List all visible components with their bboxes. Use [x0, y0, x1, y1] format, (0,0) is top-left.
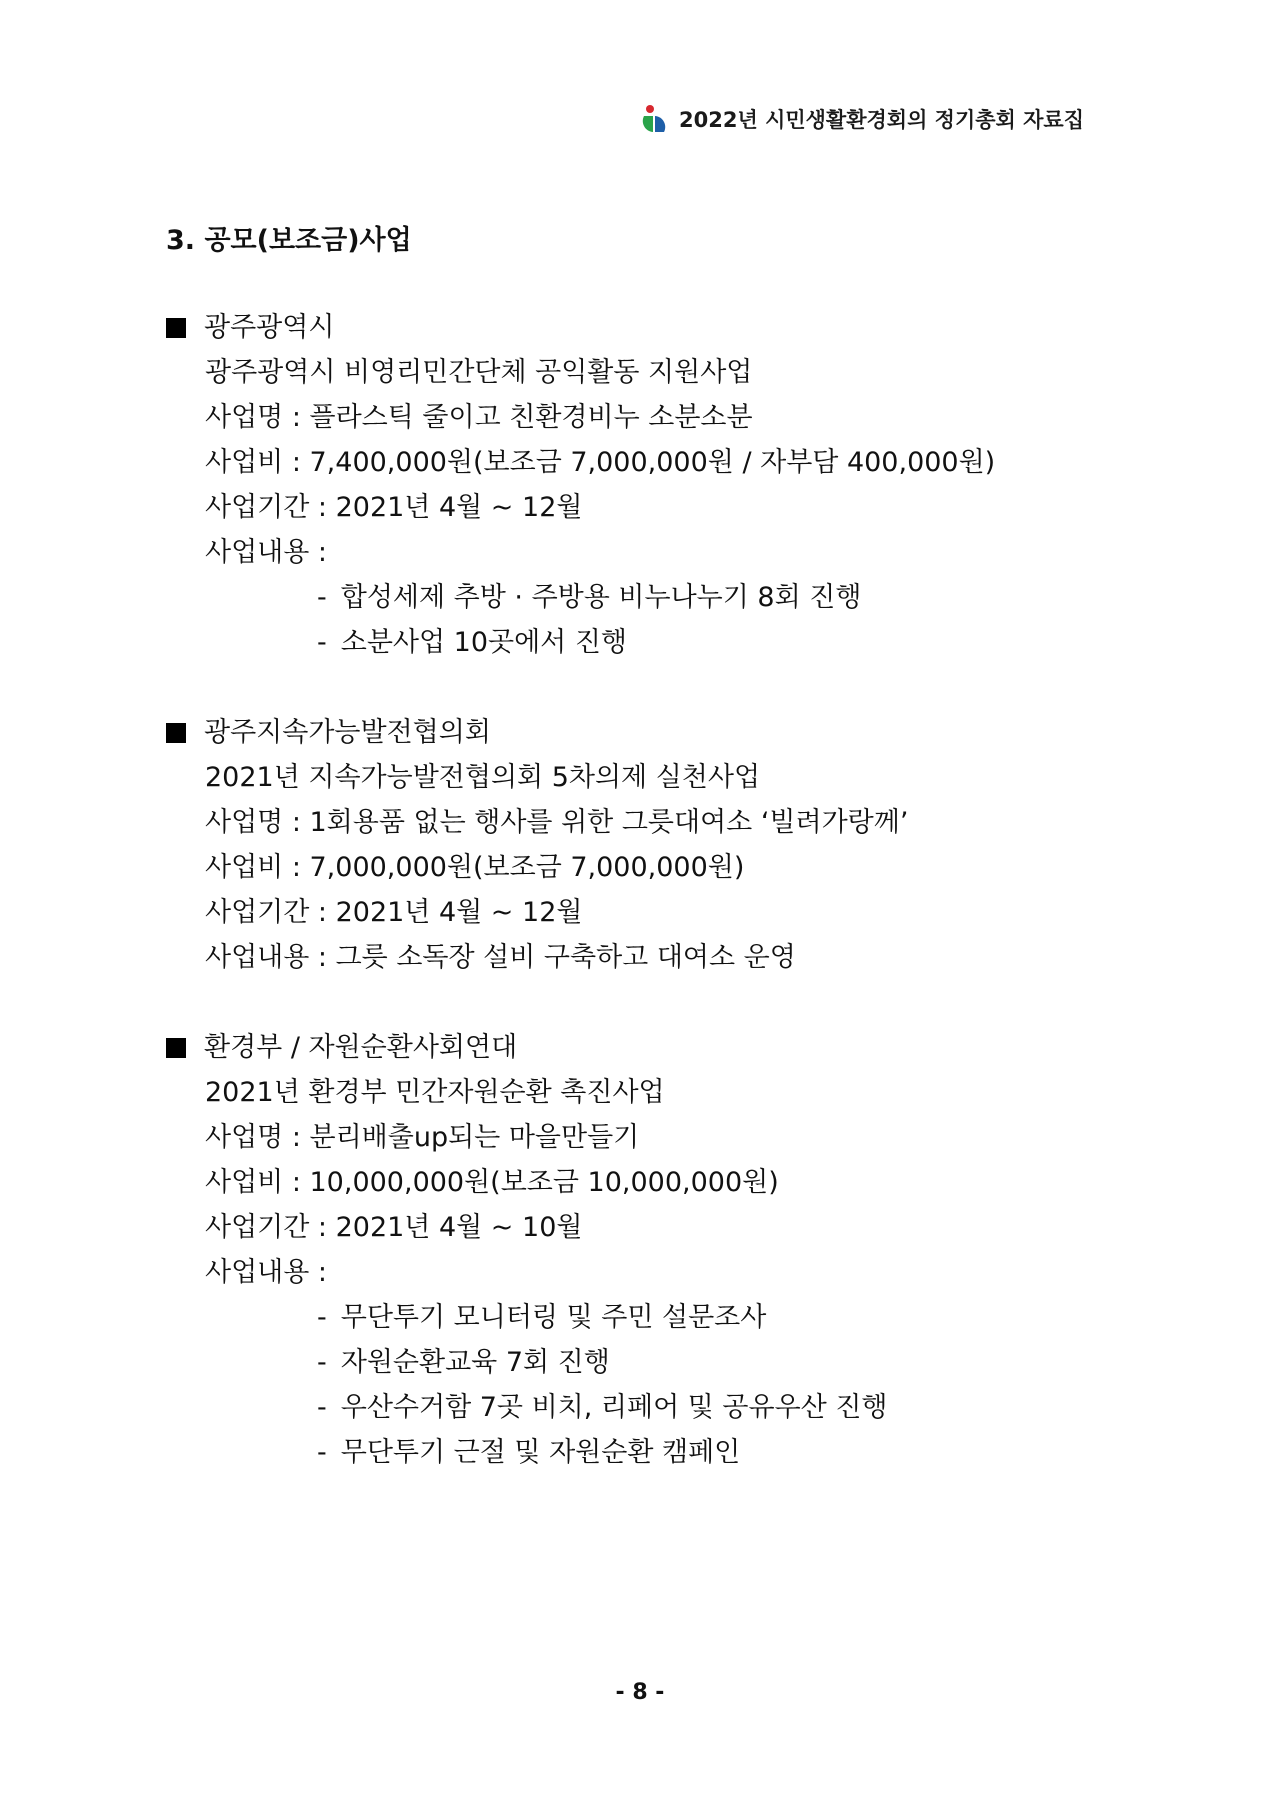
project-heading: [166, 305, 1126, 350]
dash-marker: -: [317, 627, 327, 658]
project-bullet-item: [166, 620, 1126, 665]
project-heading: [166, 1025, 1126, 1070]
project-block-ministry-environment: [166, 1025, 1126, 1475]
project-block-sustainable-council: [166, 710, 1126, 980]
black-square-bullet-icon: [166, 318, 186, 338]
organization-logo-icon: [639, 104, 669, 134]
project-line: 사업명 : 플라스틱 줄이고 친환경비누 소분소분: [205, 402, 753, 433]
project-line: 사업명 : 1회용품 없는 행사를 위한 그릇대여소 ‘빌려가랑께’: [205, 807, 909, 838]
dash-marker: -: [317, 1437, 327, 1468]
project-bullet-item: [166, 1385, 1126, 1430]
project-line: 사업기간 : 2021년 4월 ~ 12월: [205, 492, 583, 523]
document-header: [639, 104, 1084, 134]
dash-marker: -: [317, 1302, 327, 1333]
project-line: 사업비 : 7,000,000원(보조금 7,000,000원): [205, 852, 745, 883]
project-bullet-item: [166, 1295, 1126, 1340]
project-line: 사업기간 : 2021년 4월 ~ 10월: [205, 1212, 583, 1243]
project-line: 광주광역시 비영리민간단체 공익활동 지원사업: [205, 357, 753, 388]
bullet-text: 우산수거함 7곳 비치, 리페어 및 공유우산 진행: [340, 1392, 888, 1423]
project-line: 사업내용 :: [205, 537, 328, 568]
bullet-text: 무단투기 모니터링 및 주민 설문조사: [340, 1302, 767, 1333]
dash-marker: -: [317, 1347, 327, 1378]
project-heading: [166, 710, 1126, 755]
project-line: 사업내용 : 그릇 소독장 설비 구축하고 대여소 운영: [205, 942, 796, 973]
project-line: 사업명 : 분리배출up되는 마을만들기: [205, 1122, 640, 1153]
project-line: 사업내용 :: [205, 1257, 328, 1288]
dash-marker: -: [317, 1392, 327, 1423]
project-bullet-item: [166, 575, 1126, 620]
project-line: 사업기간 : 2021년 4월 ~ 12월: [205, 897, 583, 928]
page-number: - 8 -: [615, 1680, 665, 1705]
project-bullet-item: [166, 1340, 1126, 1385]
bullet-text: 합성세제 추방 · 주방용 비누나누기 8회 진행: [340, 582, 862, 613]
bullet-text: 자원순환교육 7회 진행: [340, 1347, 610, 1378]
section-title: 3. 공모(보조금)사업: [166, 225, 412, 256]
bullet-text: 소분사업 10곳에서 진행: [340, 627, 628, 658]
project-block-gwangju-city: [166, 305, 1126, 665]
project-line: 사업비 : 10,000,000원(보조금 10,000,000원): [205, 1167, 779, 1198]
project-bullet-item: [166, 1430, 1126, 1475]
project-line: 2021년 환경부 민간자원순환 촉진사업: [205, 1077, 665, 1108]
project-org: 광주광역시: [204, 312, 335, 343]
bullet-text: 무단투기 근절 및 자원순환 캠페인: [340, 1437, 741, 1468]
project-line: 사업비 : 7,400,000원(보조금 7,000,000원 / 자부담 400,000원): [205, 447, 996, 478]
black-square-bullet-icon: [166, 723, 186, 743]
project-org: 환경부 / 자원순환사회연대: [204, 1032, 518, 1063]
black-square-bullet-icon: [166, 1038, 186, 1058]
project-line: 2021년 지속가능발전협의회 5차의제 실천사업: [205, 762, 761, 793]
dash-marker: -: [317, 582, 327, 613]
project-org: 광주지속가능발전협의회: [204, 717, 491, 748]
header-text: 2022년 시민생활환경회의 정기총회 자료집: [679, 108, 1084, 132]
